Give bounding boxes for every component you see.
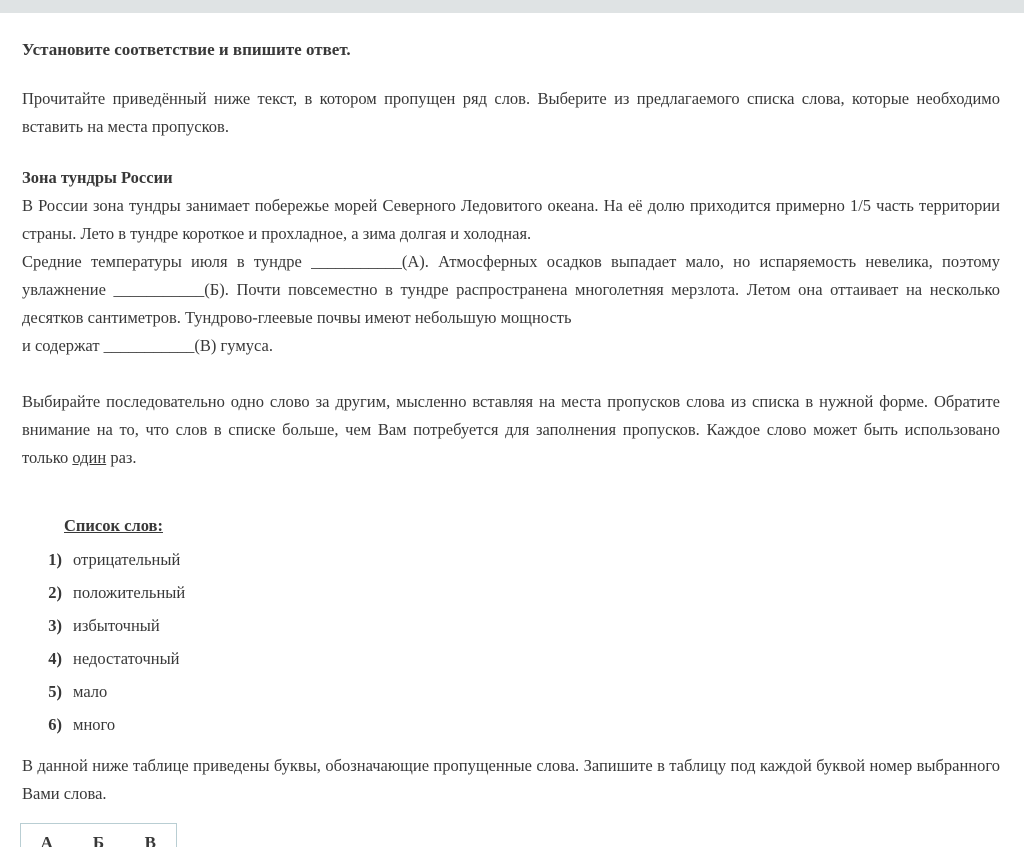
instructions-underlined-word: один (72, 448, 107, 467)
word-item-label: много (73, 715, 116, 734)
page-top-band (0, 0, 1024, 13)
word-item-number: 4) (48, 649, 62, 668)
answer-table-header-v: В (125, 824, 177, 847)
passage-line-2: Средние температуры июля в тундре ___________(А). Атмосферных осадков выпадает мало, но испаряемость невелика, поэтому увлажнение ___________(Б). Почти повсеместно в тундре распространена многолетняя мерзлота. Летом она оттаивает на несколько десятков сантиметров. Тундрово-глеевые почвы имеют небольшую мощность (22, 252, 1000, 327)
answer-table-header-a: А (21, 824, 73, 847)
word-item-label: положительный (73, 583, 186, 602)
passage-block (22, 164, 1000, 360)
passage-line-3: и содержат ___________(В) гумуса. (22, 336, 273, 355)
answer-table-note: В данной ниже таблице приведены буквы, обозначающие пропущенные слова. Запишите в таблицу под каждой буквой номер выбранного Вами слова. (22, 756, 1000, 803)
word-list-item (22, 715, 1000, 748)
passage-title: Зона тундры России (22, 168, 173, 187)
task-intro-paragraph: Прочитайте приведённый ниже текст, в котором пропущен ряд слов. Выберите из предлагаемого списка слова, которые необходимо вставить на места пропусков. (22, 89, 1000, 136)
passage-text (22, 192, 1000, 360)
word-list-item (22, 682, 1000, 715)
word-item-number: 1) (48, 550, 62, 569)
word-list-item (22, 550, 1000, 583)
passage-line-1: В России зона тундры занимает побережье морей Северного Ледовитого океана. На её долю приходится примерно 1/5 часть территории страны. Лето в тундре короткое и прохладное, а зима долгая и холодная. (22, 196, 1000, 243)
word-item-number: 6) (48, 715, 62, 734)
word-list-heading: Список слов: (64, 516, 163, 535)
answer-table-header-row (21, 824, 177, 847)
instructions-paragraph (22, 388, 1000, 472)
answer-table-header-b: Б (73, 824, 125, 847)
task-content (0, 13, 1024, 847)
word-list-item (22, 583, 1000, 616)
answer-table (20, 823, 177, 847)
word-item-number: 3) (48, 616, 62, 635)
instructions-part1: Выбирайте последовательно одно слово за другим, мысленно вставляя на места пропусков слова из списка в нужной форме. Обратите внимание на то, что слов в списке больше, чем Вам потребуется для заполнения пропусков. Каждое слово может быть использовано только (22, 392, 1000, 467)
word-list-item (22, 616, 1000, 649)
word-list-item (22, 649, 1000, 682)
word-item-label: избыточный (73, 616, 160, 635)
word-item-number: 5) (48, 682, 62, 701)
word-item-label: недостаточный (73, 649, 180, 668)
word-list (22, 550, 1000, 748)
task-heading: Установите соответствие и впишите ответ. (22, 40, 351, 59)
word-item-label: отрицательный (73, 550, 181, 569)
instructions-part2: раз. (106, 448, 137, 467)
word-item-label: мало (73, 682, 108, 701)
word-item-number: 2) (48, 583, 62, 602)
